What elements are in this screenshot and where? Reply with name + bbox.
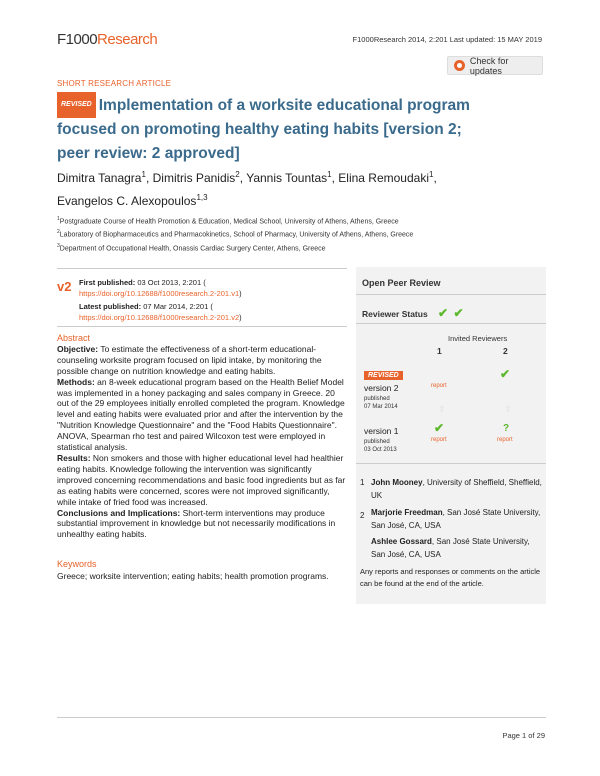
author[interactable]: Evangelos C. Alexopoulos$^{1,3}$ (57, 193, 208, 208)
reviewer-2[interactable]: Marjorie Freedman, San José State University, San José, CA, USA (371, 508, 541, 530)
page-number: Page 1 of 29 (502, 731, 545, 740)
report-link[interactable]: report (431, 383, 447, 389)
reviews-note: Any reports and responses or comments on the article can be found at the end of the article. (360, 567, 541, 588)
keywords-heading: Keywords (57, 559, 97, 569)
author[interactable]: Dimitra Tanagra$^1$ (57, 170, 146, 185)
arrow-up-icon: ⇧ (438, 404, 446, 414)
doi-link-v1[interactable]: https://doi.org/10.12688/f1000research.2-201.v1 (79, 288, 240, 298)
version-2-published: published 07 Mar 2014 (364, 396, 398, 410)
version-label: v2 (57, 279, 72, 294)
article-title: REVISED Implementation of a worksite educational program focused on promoting healthy eating habits [version 2; peer review: 2 approved] (57, 92, 497, 166)
version-1-label[interactable]: version 1 (364, 426, 399, 436)
divider (356, 463, 546, 464)
abstract: Abstract Objective: To estimate the effectiveness of a short-term educational-counseling worksite program focused on lipid intake, by monitoring the possible change on nutrition knowledge and eating habits. Methods: an 8-week educational program based on the Health Belief Model was implemented in a honey packaging and sales company in Greece. 20 out of the 29 employees initially enrolled completed the program. Knowledge level and eating habits were evaluated prior and after the intervention by the "Nutrition Knowledge Questionnaire" and the "Food Habits Questionnaire". ANOVA, Spearman rho test and paired Wilcoxon test were employed in statistical analysis. Results: Non smokers and those with higher educational level had healthier eating habits. Knowledge following the intervention was significantly improved concerning recommendations and basic food ingredients but as far as eating habits were concerned, scores were not improved significantly, while intake of fried food was increased. Conclusions and Implications: Short-term interventions may produce substantial improvement in knowledge but not necessarily modifications in unhealthy eating habits. (57, 333, 346, 540)
revised-badge: REVISED (364, 371, 403, 380)
approved-tick-icon[interactable]: ✔ (500, 367, 511, 381)
journal-logo: F1000Research (57, 31, 158, 48)
reviewer-col-1: 1 (437, 346, 442, 356)
divider (356, 294, 546, 295)
reviewer-col-2: 2 (503, 346, 508, 356)
approved-tick-icon: ✔ (453, 306, 464, 320)
reviewer-2b[interactable]: Ashlee Gossard, San José State University, San José, CA, USA (371, 537, 530, 559)
divider (57, 326, 347, 327)
question-mark-icon[interactable]: ? (503, 423, 510, 434)
article-type: SHORT RESEARCH ARTICLE (57, 79, 172, 88)
divider (356, 323, 546, 324)
version-1-published: published 03 Oct 2013 (364, 439, 397, 453)
revised-badge: REVISED (57, 92, 96, 118)
reviewer-number: 2 (360, 511, 365, 520)
version-2-label[interactable]: version 2 (364, 383, 399, 393)
arrow-up-icon: ⇧ (504, 404, 512, 414)
crossmark-icon (454, 60, 465, 71)
open-peer-review-heading: Open Peer Review (362, 278, 441, 288)
divider (57, 268, 347, 269)
approved-tick-icon: ✔ (438, 306, 449, 320)
reviewer-1[interactable]: John Mooney, University of Sheffield, Sheffield, UK (371, 478, 542, 500)
keywords-text: Greece; worksite intervention; eating habits; health promotion programs. (57, 571, 329, 581)
reviewer-status: Reviewer Status ✔ ✔ (362, 306, 464, 320)
publication-dates: First published: 03 Oct 2013, 2:201 ( https://doi.org/10.12688/f1000research.2-201.v1) Latest published: 07 Mar 2014, 2:201 ( https://doi.org/10.12688/f1000research.2-201.v2) (79, 278, 242, 322)
footer-divider (57, 717, 546, 718)
check-for-updates-button[interactable]: Check for updates (447, 56, 543, 75)
invited-reviewers-label: Invited Reviewers (448, 334, 508, 343)
author-list: Dimitra Tanagra$^1$, Dimitris Panidis$^2$, Yannis Tountas$^1$, Elina Remoudaki$^1$, Evangelos C. Alexopoulos$^{1,3}$ (57, 170, 437, 208)
doi-link-v2[interactable]: https://doi.org/10.12688/f1000research.2-201.v2 (79, 312, 240, 322)
author[interactable]: Yannis Tountas$^1$ (246, 170, 332, 185)
author[interactable]: Elina Remoudaki$^1$ (338, 170, 434, 185)
author[interactable]: Dimitris Panidis$^2$ (152, 170, 240, 185)
abstract-heading: Abstract (57, 333, 91, 343)
approved-tick-icon[interactable]: ✔ (434, 421, 445, 435)
affiliations: $^1$Postgraduate Course of Health Promotion & Education, Medical School, University of Athens, Athens, Greece $^2$Laboratory of Biopharmaceutics and Pharmacokinetics, School of Pharmacy, University of Athens, Athens, Greece $^3$Department of Occupational Health, Onassis Cardiac Surgery Center, Athens, Greece (57, 216, 414, 252)
report-link[interactable]: report (431, 437, 447, 443)
citation-header: F1000Research 2014, 2:201 Last updated: 15 MAY 2019 (352, 35, 542, 44)
report-link[interactable]: report (497, 437, 513, 443)
reviewer-number: 1 (360, 478, 365, 487)
